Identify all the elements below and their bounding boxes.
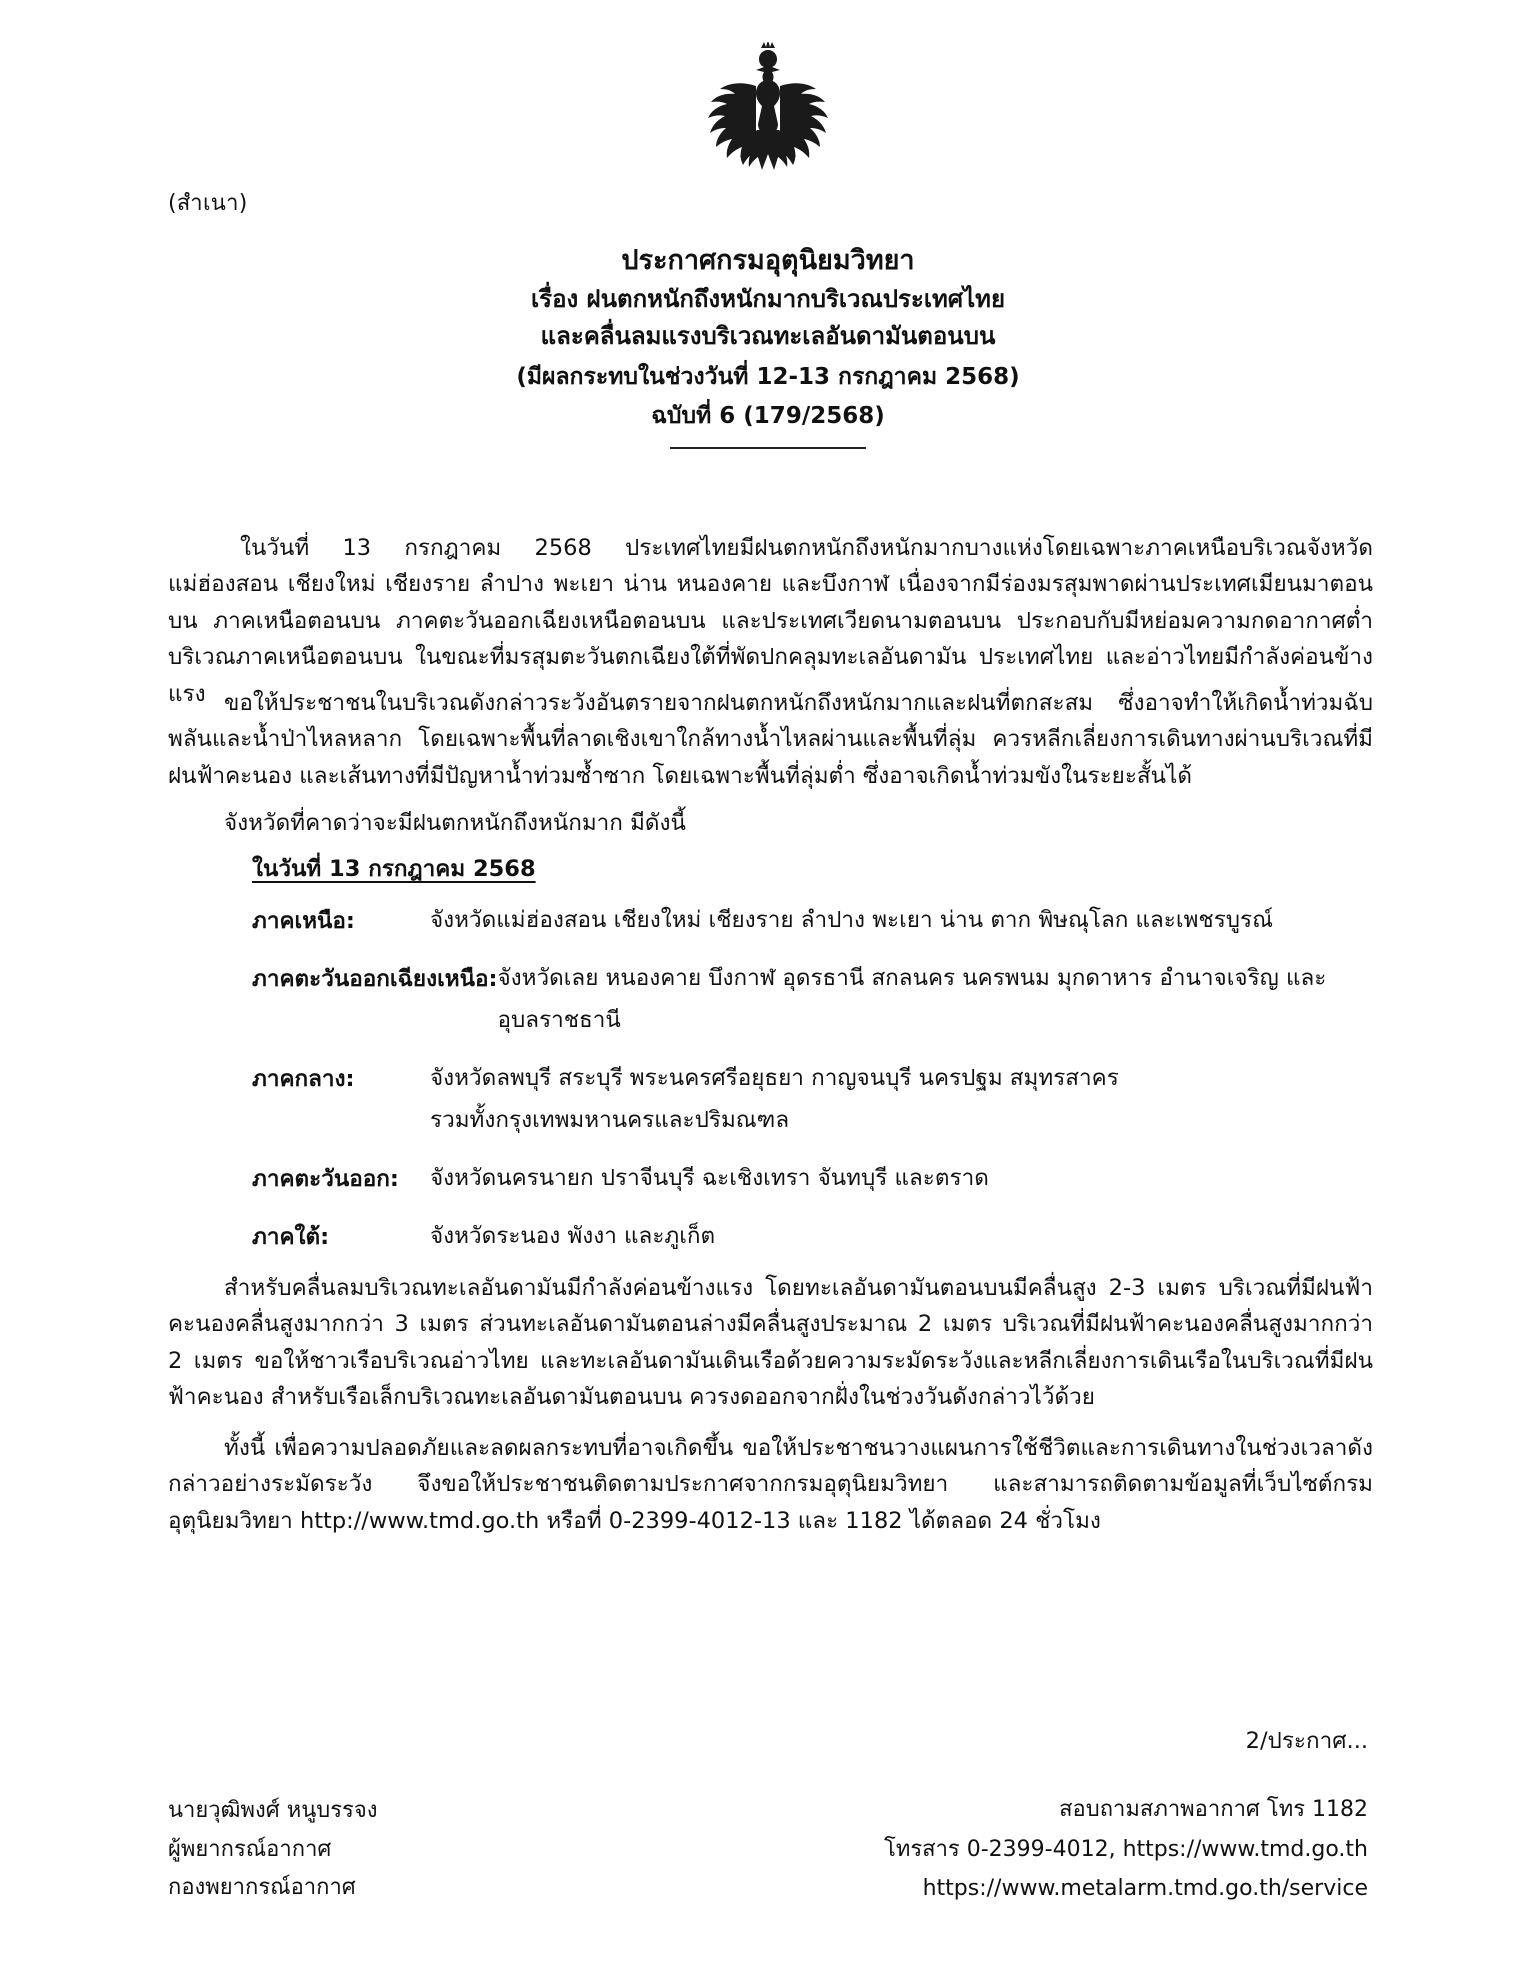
region-label-central: ภาคกลาง: — [252, 1066, 355, 1092]
subject-line-2: และคลื่นลมแรงบริเวณทะเลอันดามันตอนบน — [540, 321, 996, 350]
region-value-east — [430, 1160, 1373, 1196]
document-headings — [0, 240, 1536, 449]
region-value-northeast — [497, 960, 1373, 1038]
contact-block — [884, 1790, 1368, 1909]
region-value-north — [430, 902, 1373, 938]
garuda-emblem — [693, 42, 843, 192]
signer-name: นายวุฒิพงศ์ หนูบรรจง — [168, 1798, 378, 1823]
region-label-east: ภาคตะวันออก: — [252, 1166, 399, 1192]
region-value-central — [430, 1060, 1373, 1138]
contact-fax-website: โทรสาร 0-2399-4012, https://www.tmd.go.th — [884, 1836, 1368, 1862]
region-value-line1: จังหวัดเลย หนองคาย บึงกาฬ อุดรธานี สกลนคร นครพนม มุกดาหาร อำนาจเจริญ และ — [497, 965, 1327, 991]
contact-service-url: https://www.metalarm.tmd.go.th/service — [922, 1876, 1368, 1902]
region-value-line2: รวมทั้งกรุงเทพมหานครและปริมณฑล — [430, 1107, 790, 1133]
effective-period: (มีผลกระทบในช่วงวันที่ 12-13 กรกฎาคม 2568) — [516, 363, 1020, 390]
page-title: ประกาศกรมอุตุนิยมวิทยา — [621, 245, 915, 276]
paragraph-situation: ในวันที่ 13 กรกฎาคม 2568 ประเทศไทยมีฝนตกหนักถึงหนักมากบางแห่งโดยเฉพาะภาคเหนือบริเวณจังหวัดแม่ฮ่องสอน เชียงใหม่ เชียงราย ลำปาง พะเยา น่าน หนองคาย และบึงกาฬ เนื่องจากมีร่องมรสุมพาดผ่านประเทศเมียนมาตอนบน ภาคเหนือตอนบน ภาคตะวันออกเฉียงเหนือตอนบน และประเทศเวียดนามตอนบน ประกอบกับมีหย่อมความกดอากาศต่ำบริเวณภาคเหนือตอนบน ในขณะที่มรสุมตะวันตกเฉียงใต้ที่พัดปกคลุมทะเลอันดามัน ประเทศไทย และอ่าวไทยมีกำลังค่อนข้างแรง — [168, 535, 1373, 707]
region-label-north: ภาคเหนือ: — [252, 908, 355, 934]
region-value-line1: จังหวัดนครนายก ปราจีนบุรี ฉะเชิงเทรา จันทบุรี และตราด — [430, 1165, 989, 1191]
heading-divider — [670, 446, 866, 449]
paragraph-provinces-intro: จังหวัดที่คาดว่าจะมีฝนตกหนักถึงหนักมาก มีดังนี้ — [224, 810, 686, 836]
date-heading: ในวันที่ 13 กรกฎาคม 2568 — [252, 856, 536, 882]
region-label-northeast: ภาคตะวันออกเฉียงเหนือ: — [252, 966, 498, 992]
paragraph-warning: ขอให้ประชาชนในบริเวณดังกล่าวระวังอันตรายจากฝนตกหนักถึงหนักมากและฝนที่ตกสะสม ซึ่งอาจทำให้เกิดน้ำท่วมฉับพลันและน้ำป่าไหลหลาก โดยเฉพาะพื้นที่ลาดเชิงเขาใกล้ทางน้ำไหลผ่านและพื้นที่ลุ่ม ควรหลีกเลี่ยงการเดินทางผ่านบริเวณที่มีฝนฟ้าคะนอง และเส้นทางที่มีปัญหาน้ำท่วมซ้ำซาก โดยเฉพาะพื้นที่ลุ่มต่ำ ซึ่งอาจเกิดน้ำท่วมขังในระยะสั้นได้ — [168, 690, 1373, 789]
region-list — [168, 902, 1373, 1276]
region-value-south — [430, 1218, 1373, 1254]
region-label-south: ภาคใต้: — [252, 1224, 330, 1250]
region-row — [168, 1060, 1373, 1138]
region-value-line1: จังหวัดแม่ฮ่องสอน เชียงใหม่ เชียงราย ลำปาง พะเยา น่าน ตาก พิษณุโลก และเพชรบูรณ์ — [430, 907, 1274, 933]
region-row — [168, 902, 1373, 938]
region-row — [168, 1218, 1373, 1254]
region-value-line1: จังหวัดลพบุรี สระบุรี พระนครศรีอยุธยา กาญจนบุรี นครปฐม สมุทรสาคร — [430, 1065, 1119, 1091]
region-value-line1: จังหวัดระนอง พังงา และภูเก็ต — [430, 1223, 716, 1249]
signer-department: กองพยากรณ์อากาศ — [168, 1875, 356, 1900]
emblem-container — [0, 42, 1536, 196]
region-row — [168, 960, 1373, 1038]
paragraph-sea-conditions: สำหรับคลื่นลมบริเวณทะเลอันดามันมีกำลังค่อนข้างแรง โดยทะเลอันดามันตอนบนมีคลื่นสูง 2-3 เมตร บริเวณที่มีฝนฟ้าคะนองคลื่นสูงมากกว่า 3 เมตร ส่วนทะเลอันดามันตอนล่างมีคลื่นสูงประมาณ 2 เมตร บริเวณที่มีฝนฟ้าคะนองคลื่นสูงมากกว่า 2 เมตร ขอให้ชาวเรือบริเวณอ่าวไทย และทะเลอันดามันเดินเรือด้วยความระมัดระวังและหลีกเลี่ยงการเดินเรือในบริเวณที่มีฝนฟ้าคะนอง สำหรับเรือเล็กบริเวณทะเลอันดามันตอนบน ควรงดออกจากฝั่งในช่วงวันดังกล่าวไว้ด้วย — [168, 1275, 1373, 1411]
signer-position: ผู้พยากรณ์อากาศ — [168, 1836, 332, 1862]
page-continuation: 2/ประกาศ... — [1245, 1728, 1368, 1754]
signature-block — [168, 1792, 377, 1908]
paragraph-safety-advice: ทั้งนี้ เพื่อความปลอดภัยและลดผลกระทบที่อาจเกิดขึ้น ขอให้ประชาชนวางแผนการใช้ชีวิตและการเดินทางในช่วงเวลาดังกล่าวอย่างระมัดระวัง จึงขอให้ประชาชนติดตามประกาศจากกรมอุตุนิยมวิทยา และสามารถติดตามข้อมูลที่เว็บไซต์กรมอุตุนิยมวิทยา http://www.tmd.go.th หรือที่ 0-2399-4012-13 และ 1182 ได้ตลอด 24 ชั่วโมง — [168, 1435, 1373, 1534]
issue-number: ฉบับที่ 6 (179/2568) — [651, 402, 885, 429]
subject-line-1: เรื่อง ฝนตกหนักถึงหนักมากบริเวณประเทศไทย — [530, 285, 1006, 314]
copy-mark: (สำเนา) — [168, 191, 248, 216]
contact-phone: สอบถามสภาพอากาศ โทร 1182 — [1059, 1797, 1368, 1822]
region-value-line2: อุบลราชธานี — [497, 1007, 621, 1033]
region-row — [168, 1160, 1373, 1196]
